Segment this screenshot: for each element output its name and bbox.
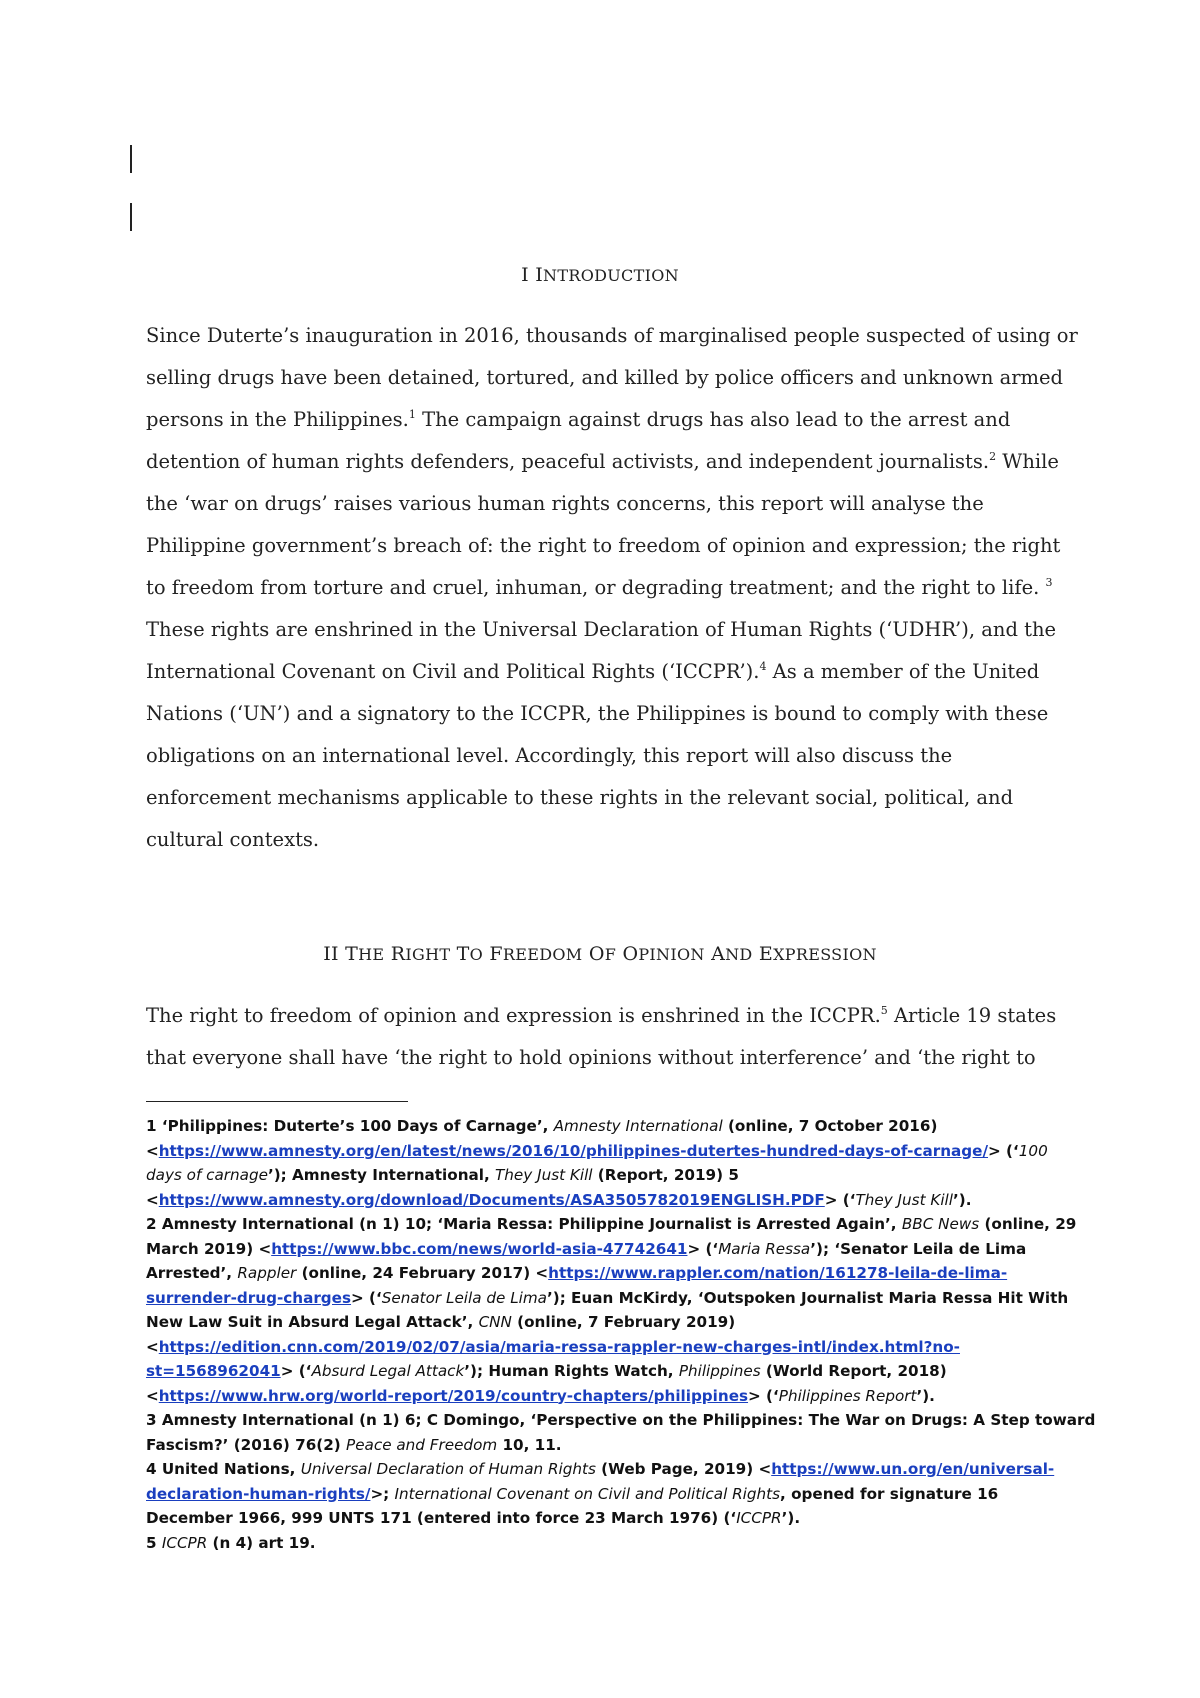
footnote-text: ’); Amnesty International,: [267, 1166, 496, 1184]
footnote-text: ’); Human Rights Watch,: [464, 1362, 679, 1380]
paragraph-line: Nations (‘UN’) and a signatory to the ICCPR, the Philippines is bound to comply with these: [146, 702, 1049, 725]
paragraph-line: that everyone shall have ‘the right to hold opinions without interference’ and ‘the right to: [146, 1046, 1036, 1069]
footnote-italic-text: Senator Leila de Lima: [381, 1288, 547, 1307]
paragraph-line: the ‘war on drugs’ raises various human rights concerns, this report will analyse the: [146, 492, 984, 515]
text-cursor-marker: [130, 203, 132, 231]
footnote-line: [146, 1237, 1066, 1262]
footnote-reference[interactable]: 1: [408, 408, 416, 421]
footnote-line: [146, 1310, 1066, 1335]
footnote-italic-text: Universal Declaration of Human Rights: [300, 1460, 596, 1478]
footnotes: [146, 1114, 1096, 1555]
footnote-text: <: [146, 1337, 159, 1356]
footnote-text: > (‘: [824, 1190, 856, 1209]
footnote-link[interactable]: https://www.amnesty.org/download/Documents/ASA3505782019ENGLISH.PDF: [158, 1190, 825, 1209]
footnote-text: > (‘: [351, 1288, 382, 1307]
footnote-reference[interactable]: 4: [759, 660, 767, 673]
footnote-line: [146, 1531, 1066, 1556]
footnote-text: 2 Amnesty International (n 1) 10; ‘Maria Ressa: Philippine Journalist is Arrested Again’,: [146, 1215, 902, 1233]
footnote-text: (online, 7 October 2016): [722, 1117, 938, 1135]
footnote-italic-text: International Covenant on Civil and Political Rights: [394, 1484, 781, 1503]
footnote-link[interactable]: https://www.rappler.com/nation/161278-leila-de-lima-: [548, 1264, 1008, 1282]
section-paragraph: [146, 995, 1066, 1079]
paragraph-line: The right to freedom of opinion and expression is enshrined in the ICCPR.$^5$ Article 19 states: [146, 1004, 1057, 1027]
paragraph-line: International Covenant on Civil and Political Rights (‘ICCPR’).$^4$ As a member of the United: [146, 660, 1040, 683]
footnote-text: , opened for signature 16: [780, 1484, 999, 1503]
paragraph-line: These rights are enshrined in the Universal Declaration of Human Rights (‘UDHR’), and the: [146, 618, 1057, 641]
footnote-line: [146, 1335, 1066, 1360]
footnote-text: (online, 7 February 2019): [511, 1313, 736, 1331]
footnote-link[interactable]: https://www.amnesty.org/en/latest/news/2016/10/philippines-dutertes-hundred-days-of-carnage/: [158, 1141, 989, 1160]
footnote-text: ’); ‘Senator Leila de Lima: [810, 1239, 1027, 1258]
footnote-text: <: [146, 1141, 159, 1160]
footnote-italic-text: ICCPR: [161, 1533, 208, 1552]
footnote-reference[interactable]: 3: [1045, 576, 1053, 589]
footnote-text: (online, 24 February 2017) <: [296, 1264, 549, 1282]
footnote-text: March 2019) <: [146, 1239, 272, 1258]
footnote-reference[interactable]: 2: [989, 450, 997, 463]
footnote-italic-text: ICCPR: [736, 1509, 782, 1527]
footnote-text: 10, 11.: [497, 1435, 562, 1454]
footnote-line: [146, 1482, 1066, 1507]
footnote-text: 4 United Nations,: [146, 1460, 301, 1478]
footnote-text: ’).: [916, 1386, 935, 1405]
footnote-text: (Report, 2019) 5: [592, 1166, 739, 1184]
footnote-text: >;: [370, 1484, 395, 1503]
paragraph-line: to freedom from torture and cruel, inhuman, or degrading treatment; and the right to life. $^3$: [146, 576, 1053, 599]
footnote-text: Arrested’,: [146, 1264, 238, 1282]
section-heading: II THE RIGHT TO FREEDOM OF OPINION AND EXPRESSION: [323, 943, 877, 965]
footnote-line: [146, 1408, 1096, 1433]
text-cursor-marker: [130, 145, 132, 173]
footnote-text: <: [146, 1190, 159, 1209]
footnote-line: [146, 1457, 1066, 1482]
footnote-text: 1 ‘Philippines: Duterte’s 100 Days of Carnage’,: [146, 1117, 554, 1135]
footnote-text: > (‘: [280, 1362, 312, 1380]
paragraph-line: Philippine government’s breach of: the right to freedom of opinion and expression; the right: [146, 534, 1061, 557]
footnote-italic-text: Absurd Legal Attack: [311, 1362, 465, 1380]
footnote-text: ’).: [952, 1190, 972, 1209]
footnote-line: [146, 1384, 1066, 1409]
paragraph-line: detention of human rights defenders, peaceful activists, and independent journalists.$^2$ While: [146, 450, 1059, 473]
footnote-text: <: [146, 1386, 159, 1405]
footnote-link[interactable]: https://www.un.org/en/universal-: [771, 1460, 1055, 1478]
footnote-text: Fascism?’ (2016) 76(2): [146, 1435, 347, 1454]
footnote-italic-text: days of carnage: [146, 1166, 268, 1184]
footnote-text: (online, 29: [979, 1215, 1077, 1233]
footnote-line: [146, 1286, 1069, 1311]
footnote-reference[interactable]: 5: [880, 1004, 888, 1017]
footnote-line: [146, 1114, 1066, 1139]
footnote-italic-text: CNN: [478, 1313, 512, 1331]
footnote-line: [146, 1163, 1066, 1188]
footnote-text: (World Report, 2018): [760, 1362, 947, 1380]
footnote-line: [146, 1433, 1066, 1458]
footnote-text: 5: [146, 1533, 162, 1552]
footnote-line: [146, 1506, 1066, 1531]
footnote-line: [146, 1359, 1066, 1384]
footnote-italic-text: 100: [1018, 1141, 1048, 1160]
footnote-link[interactable]: st=1568962041: [146, 1362, 281, 1380]
footnote-text: > (‘: [988, 1141, 1019, 1160]
section-paragraph: [146, 315, 1078, 861]
footnote-text: > (‘: [687, 1239, 719, 1258]
footnote-line: [146, 1139, 1066, 1164]
footnote-italic-text: Philippines Report: [778, 1386, 917, 1405]
paragraph-line: cultural contexts.: [146, 828, 320, 851]
footnote-italic-text: Amnesty International: [553, 1117, 723, 1135]
footnote-text: ’); Euan McKirdy, ‘Outspoken Journalist Maria Ressa Hit With: [546, 1288, 1069, 1307]
footnote-text: New Law Suit in Absurd Legal Attack’,: [146, 1313, 479, 1331]
paragraph-line: enforcement mechanisms applicable to these rights in the relevant social, political, and: [146, 786, 1014, 809]
section-heading: I INTRODUCTION: [521, 264, 679, 286]
footnote-text: 3 Amnesty International (n 1) 6; C Domingo, ‘Perspective on the Philippines: The War on Drugs: A Step toward: [146, 1411, 1096, 1429]
footnote-link[interactable]: https://www.hrw.org/world-report/2019/country-chapters/philippines: [158, 1386, 749, 1405]
footnote-text: ’).: [781, 1509, 801, 1527]
footnote-text: > (‘: [748, 1386, 779, 1405]
footnote-italic-text: Rappler: [237, 1264, 297, 1282]
footnote-italic-text: Philippines: [678, 1362, 761, 1380]
footnote-link[interactable]: declaration-human-rights/: [146, 1484, 371, 1503]
footnote-italic-text: They Just Kill: [495, 1166, 593, 1184]
paragraph-line: obligations on an international level. Accordingly, this report will also discuss the: [146, 744, 953, 767]
footnote-line: [146, 1212, 1077, 1237]
paragraph-line: Since Duterte’s inauguration in 2016, thousands of marginalised people suspected of using or: [146, 324, 1078, 347]
paragraph-line: persons in the Philippines.$^1$ The campaign against drugs has also lead to the arrest and: [146, 408, 1011, 431]
footnote-italic-text: BBC News: [901, 1215, 980, 1233]
footnote-text: December 1966, 999 UNTS 171 (entered into force 23 March 1976) (‘: [146, 1509, 737, 1527]
footnote-line: [146, 1188, 1066, 1213]
footnote-text: (Web Page, 2019) <: [595, 1460, 772, 1478]
footnote-italic-text: Peace and Freedom: [346, 1435, 498, 1454]
footnote-line: [146, 1261, 1066, 1286]
footnote-text: (n 4) art 19.: [207, 1533, 316, 1552]
footnote-link[interactable]: surrender-drug-charges: [146, 1288, 352, 1307]
footnote-italic-text: Maria Ressa: [718, 1239, 811, 1258]
footnote-link[interactable]: https://edition.cnn.com/2019/02/07/asia/maria-ressa-rappler-new-charges-intl/index.html?no-: [158, 1337, 960, 1356]
footnote-link[interactable]: https://www.bbc.com/news/world-asia-47742641: [271, 1239, 688, 1258]
footnote-italic-text: They Just Kill: [855, 1190, 953, 1209]
footnote-separator: [146, 1101, 408, 1102]
paragraph-line: selling drugs have been detained, tortured, and killed by police officers and unknown armed: [146, 366, 1064, 389]
